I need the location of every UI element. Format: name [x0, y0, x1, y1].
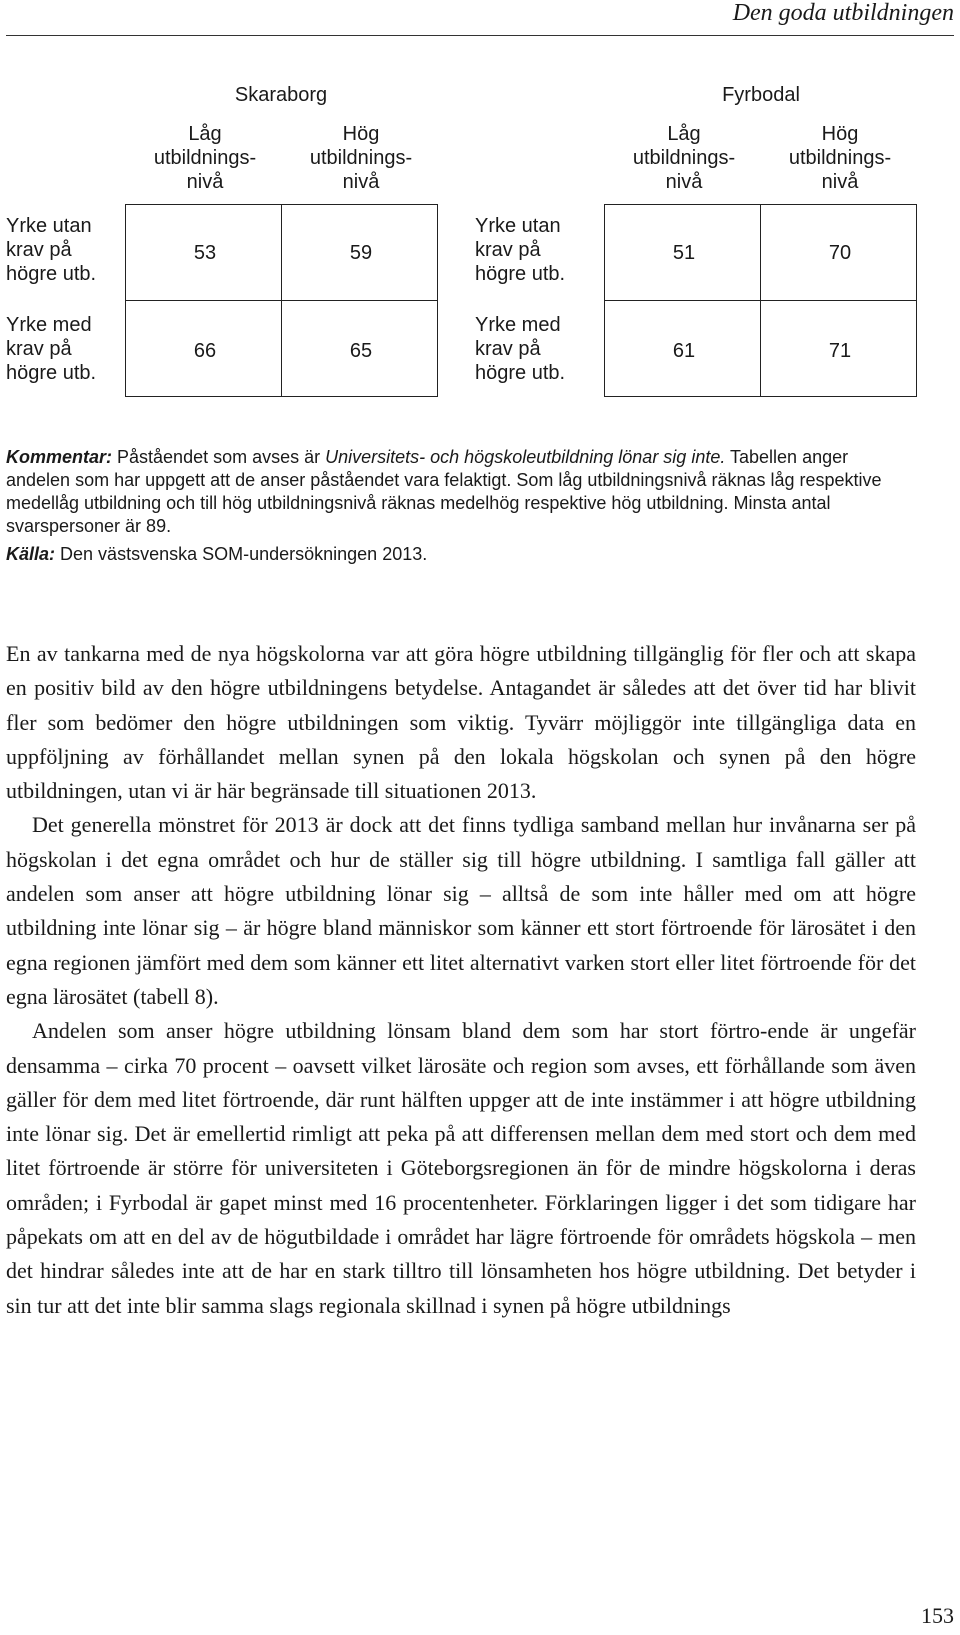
- comment-note: Kommentar: Påståendet som avses är Universitets- och högskoleutbildning lönar sig inte. Tabellen anger andelen som har uppgett att de anser påståendet vara felaktigt. Som låg utbildningsnivå räknas låg respektive medellåg utbildning och till hög utbildningsnivå räknas medelhög respektive hög utbildning. Minsta antal svarspersoner är 89.: [6, 447, 882, 536]
- column-header-high: Hög utbildnings- nivå: [309, 123, 413, 193]
- paragraph: Andelen som anser högre utbildning lönsam bland dem som har stort förtro-ende är ungefär densamma – cirka 70 procent – oavsett vilket lärosäte och region som avses, ett förhållande som även gäller för dem med litet förtroende, där runt hälften uppger att de inte instämmer i att högre utbildning inte lönar sig. Det är emellertid rimligt att peka på att differensen mellan dem med stort och dem med litet förtroende är större för universiteten i Göteborgsregionen än för de mindre högskolorna i deras områden; i Fyrbodal är gapet minst med 16 procentenheter. Förklaringen ligger i det som tidigare har påpekats om att en del av de högutbildade i området har lägre förtroende för områdets högskola – men det hindrar således inte att de har en stark tilltro till lönsamheten hos högre utbildning. Det betyder i sin tur att det inte blir samma slags regionala skillnad i synen på högre utbildnings: [6, 1018, 916, 1318]
- column-header-high: Hög utbildnings- nivå: [788, 123, 892, 193]
- paragraph: En av tankarna med de nya högskolorna var att göra högre utbildning tillgänglig för fler och att skapa en positiv bild av den högre utbildningens betydelse. Antagandet är således att det över tid har blivit fler som bedömer den högre utbildningen som viktig. Tyvärr möjliggör inte tillgängliga data en uppföljning av förhållandet mellan synen på den lokala högskolan och synen på den högre utbildningen, utan vi är här begränsade till situationen 2013.: [6, 641, 916, 804]
- column-header-low: Låg utbildnings- nivå: [153, 123, 257, 193]
- running-head: Den goda utbildningen: [732, 0, 954, 26]
- table-cell: 59: [349, 242, 373, 264]
- source-label: Källa:: [6, 544, 56, 564]
- table-cell: 65: [349, 340, 373, 362]
- row-header-with-requirement: Yrke med krav på högre utb.: [6, 314, 97, 384]
- table-cell: 51: [672, 242, 696, 264]
- column-header-low: Låg utbildnings- nivå: [632, 123, 736, 193]
- row-header-without-requirement: Yrke utan krav på högre utb.: [475, 215, 566, 285]
- paragraph: Det generella mönstret för 2013 är dock att det finns tydliga samband mellan hur invånarna ser på högskolan i det egna området och hur de ställer sig till högre utbildning. I samtliga fall gäller att andelen som anser att högre utbildning lönar sig – alltså de som inte håller med om att högre utbildning inte lönar sig – är högre bland människor som känner ett stort förtroende för lärosätet i den egna regionen jämfört med dem som känner ett litet alternativt varken stort eller litet förtroende för det egna lärosätet (tabell 8).: [6, 812, 916, 1009]
- row-header-with-requirement: Yrke med krav på högre utb.: [475, 314, 566, 384]
- source-note: Källa: Den västsvenska SOM-undersökningen 2013.: [6, 544, 428, 564]
- row-header-without-requirement: Yrke utan krav på högre utb.: [6, 215, 97, 285]
- table-grid-fyrbodal: [604, 204, 917, 397]
- region-title-fyrbodal: Fyrbodal: [722, 84, 800, 106]
- table-cell: 71: [828, 340, 852, 362]
- table-grid-skaraborg: [125, 204, 438, 397]
- body-text: [6, 637, 916, 1323]
- table-cell: 66: [193, 340, 217, 362]
- comment-statement: Universitets- och högskoleutbildning lönar sig inte.: [325, 447, 726, 467]
- table-notes: [6, 446, 916, 566]
- page-number: 153: [921, 1603, 954, 1628]
- table-cell: 61: [672, 340, 696, 362]
- table-cell: 70: [828, 242, 852, 264]
- header-rule: [6, 35, 954, 36]
- table-cell: 53: [193, 242, 217, 264]
- region-title-skaraborg: Skaraborg: [234, 84, 328, 106]
- comment-label: Kommentar:: [6, 447, 113, 467]
